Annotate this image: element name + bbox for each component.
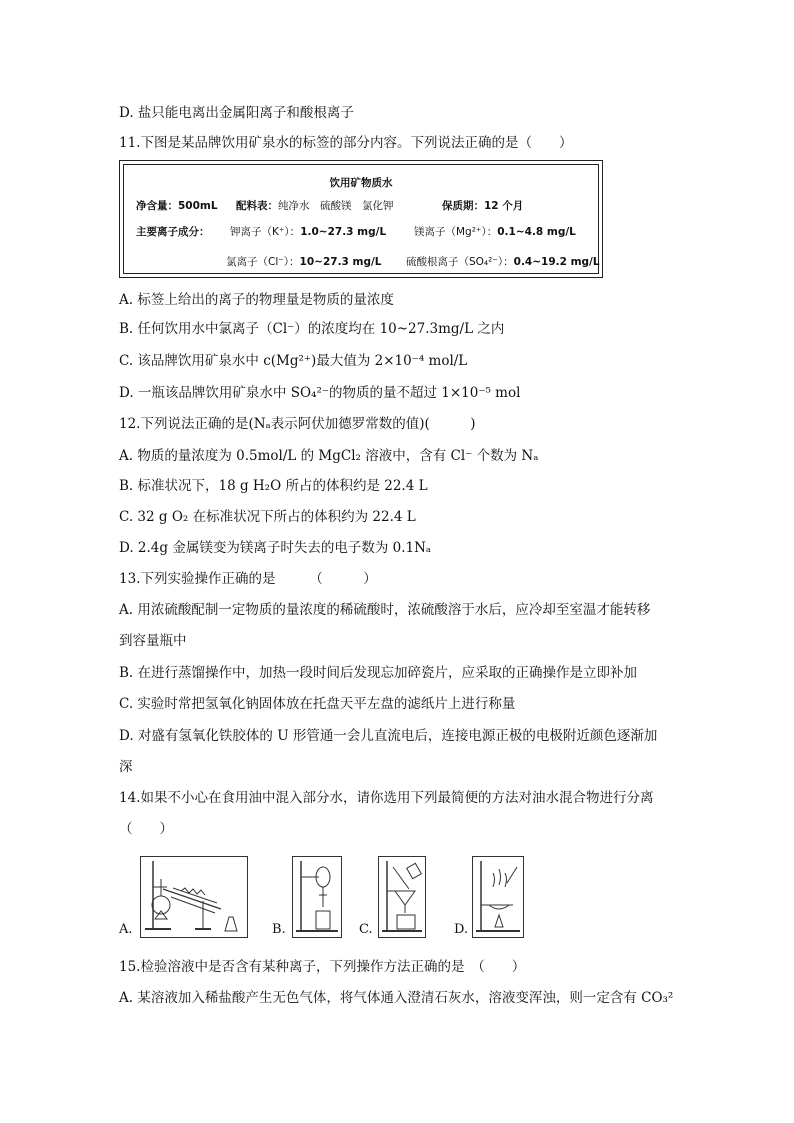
q13-option-a-line1: A. 用浓硫酸配制一定物质的量浓度的稀硫酸时，浓硫酸溶于水后，应冷却至室温才能转移 xyxy=(119,602,651,618)
ingredients: 配料表：纯净水 硫酸镁 氯化钾 xyxy=(236,200,394,212)
evaporation-apparatus xyxy=(472,856,524,938)
magnesium-ion: 镁离子（Mg²⁺）：0.1~4.8 mg/L xyxy=(414,226,576,238)
q13-option-d-line2: 深 xyxy=(119,759,133,775)
q12-option-d: D. 2.4g 金属镁变为镁离子时失去的电子数为 0.1Nₐ xyxy=(119,540,432,556)
q11-option-d: D. 一瓶该品牌饮用矿泉水中 SO₄²⁻的物质的量不超过 1×10⁻⁵ mol xyxy=(119,385,521,401)
q11-option-c: C. 该品牌饮用矿泉水中 c(Mg²⁺)最大值为 2×10⁻⁴ mol/L xyxy=(119,353,468,369)
option-d-prev: D. 盐只能电离出金属阳离子和酸根离子 xyxy=(119,105,354,121)
q12-option-b: B. 标准状况下，18 g H₂O 所占的体积约是 22.4 L xyxy=(119,478,428,494)
net-content: 净含量：500mL xyxy=(136,200,218,212)
q13-option-b: B. 在进行蒸馏操作中，加热一段时间后发现忘加碎瓷片，应采取的正确操作是立即补加 xyxy=(119,665,638,681)
chloride-ion: 氯离子（Cl⁻）：10~27.3 mg/L xyxy=(226,256,382,268)
q11-option-a: A. 标签上给出的离子的物理量是物质的量浓度 xyxy=(119,292,394,308)
ions-label: 主要离子成分： xyxy=(136,226,210,238)
question-12: 12.下列说法正确的是(Nₐ表示阿伏加德罗常数的值)( ) xyxy=(119,416,476,432)
question-14-line1: 14.如果不小心在食用油中混入部分水，请你选用下列最简便的方法对油水混合物进行分离 xyxy=(119,790,654,806)
figure-label-a: A. xyxy=(119,922,133,937)
shelf-life: 保质期：12 个月 xyxy=(442,200,524,212)
label-title: 饮用矿物质水 xyxy=(329,177,393,189)
q11-option-b: B. 任何饮用水中氯离子（Cl⁻）的浓度均在 10~27.3mg/L 之内 xyxy=(119,321,505,337)
question-11: 11.下图是某品牌饮用矿泉水的标签的部分内容。下列说法正确的是（ ） xyxy=(119,135,573,151)
question-13: 13.下列实验操作正确的是 （ ） xyxy=(119,571,377,587)
question-14-line2: （ ） xyxy=(119,821,173,837)
q15-option-a: A. 某溶液加入稀盐酸产生无色气体，将气体通入澄清石灰水，溶液变浑浊，则一定含有 CO₃² xyxy=(119,990,674,1006)
q13-option-a-line2: 到容量瓶中 xyxy=(119,633,187,649)
figure-label-c: C. xyxy=(359,922,373,937)
filtration-apparatus xyxy=(378,856,426,938)
separatory-funnel-apparatus xyxy=(292,856,342,938)
figure-label-d: D. xyxy=(454,922,469,937)
mineral-water-label xyxy=(119,160,603,278)
question-15: 15.检验溶液中是否含有某种离子，下列操作方法正确的是 （ ） xyxy=(119,959,526,975)
potassium-ion: 钾离子（K⁺）：1.0~27.3 mg/L xyxy=(230,226,387,238)
figure-label-b: B. xyxy=(272,922,286,937)
q12-option-c: C. 32 g O₂ 在标准状况下所占的体积约为 22.4 L xyxy=(119,509,416,525)
sulfate-ion: 硫酸根离子（SO₄²⁻）：0.4~19.2 mg/L xyxy=(406,256,600,268)
distillation-apparatus xyxy=(140,856,248,938)
q13-option-c: C. 实验时常把氢氧化钠固体放在托盘天平左盘的滤纸片上进行称量 xyxy=(119,696,516,712)
q12-option-a: A. 物质的量浓度为 0.5mol/L 的 MgCl₂ 溶液中，含有 Cl⁻ 个数为 Nₐ xyxy=(119,448,539,464)
q13-option-d-line1: D. 对盛有氢氧化铁胶体的 U 形管通一会儿直流电后，连接电源正极的电极附近颜色逐渐加 xyxy=(119,728,658,744)
